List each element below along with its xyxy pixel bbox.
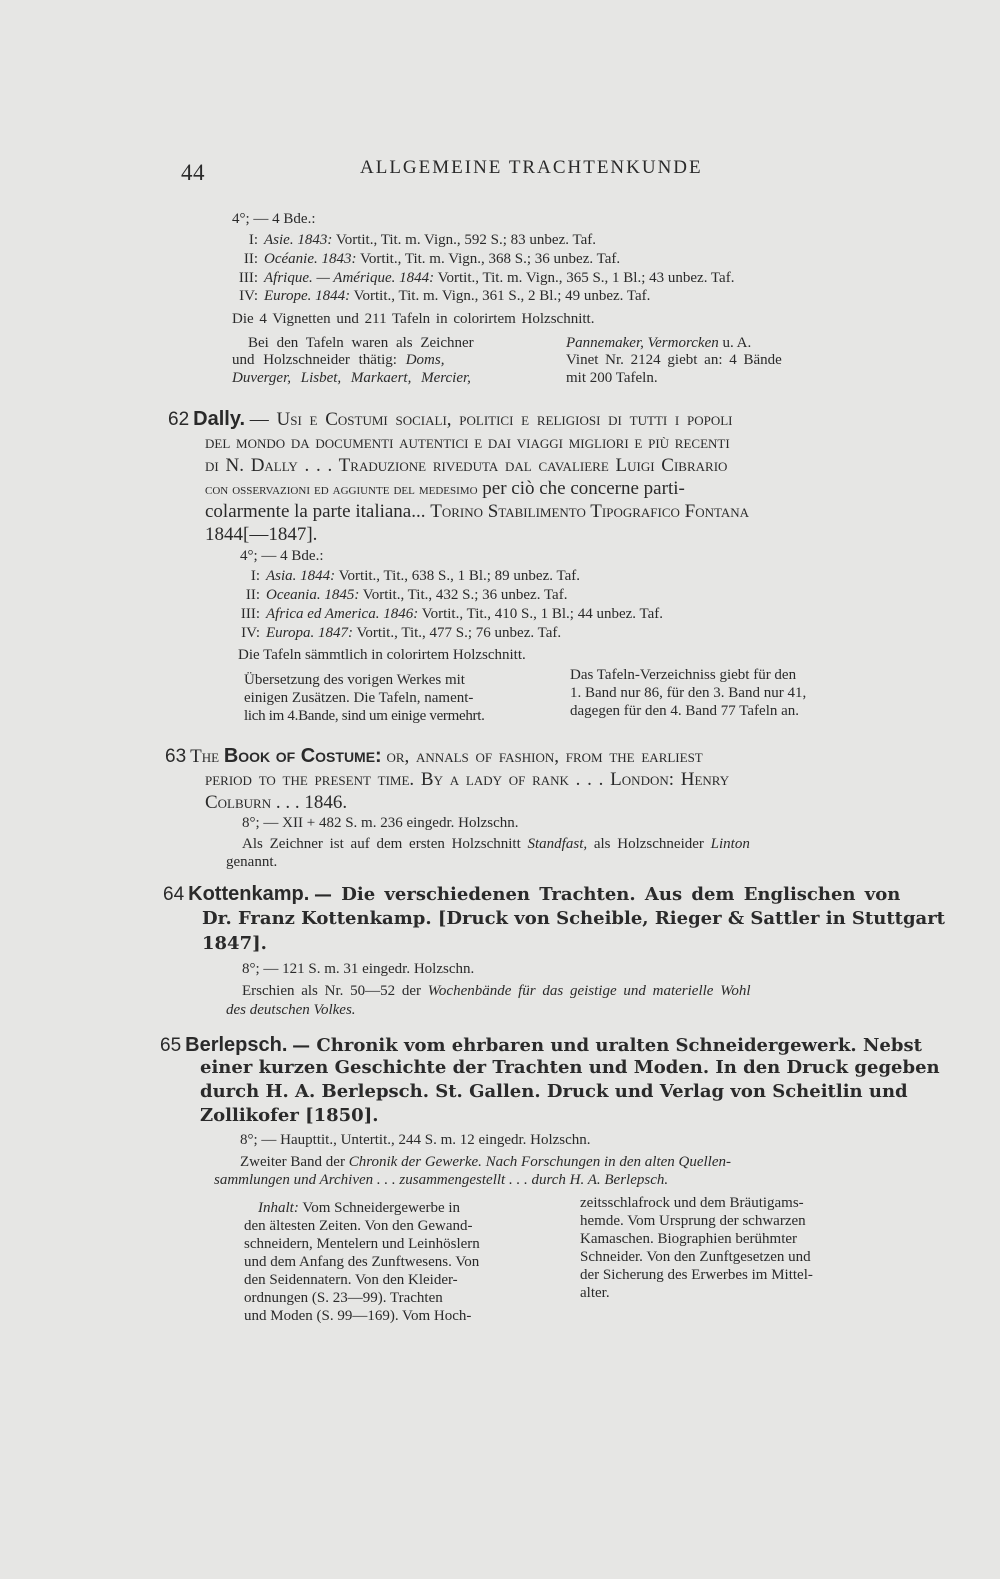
entry-65-title-line: einer kurzen Geschichte der Trachten und Moden. In den Druck gegeben bbox=[200, 1057, 940, 1078]
note-line: Erschien als Nr. 50—52 der Wochenbände für das geistige und materielle Wohl bbox=[242, 983, 751, 999]
note-right-column: der Sicherung des Erwerbes im Mittel- bbox=[580, 1267, 813, 1283]
note-right-column: 1. Band nur 86, für den 3. Band nur 41, bbox=[570, 685, 807, 701]
note-left-column: schneidern, Mentelern und Leinhöslern bbox=[244, 1236, 480, 1252]
note-left-column: den ältesten Zeiten. Von den Gewand- bbox=[244, 1218, 473, 1234]
volume-line: II: Oceania. 1845: Vortit., Tit., 432 S.; 36 unbez. Taf. bbox=[245, 587, 568, 603]
note-left-column: und dem Anfang des Zunftwesens. Von bbox=[244, 1254, 480, 1270]
format-line: 8°; — Haupttit., Untertit., 244 S. m. 12 eingedr. Holzschn. bbox=[240, 1132, 591, 1148]
format-line: 4°; — 4 Bde.: bbox=[240, 548, 324, 564]
entry-64-title-line: Dr. Franz Kottenkamp. [Druck von Scheible, Rieger & Sattler in Stuttgart bbox=[202, 908, 945, 929]
note-right-column: dagegen für den 4. Band 77 Tafeln an. bbox=[570, 703, 800, 719]
note-left-column: ordnungen (S. 23—99). Trachten bbox=[244, 1290, 443, 1306]
note-line: des deutschen Volkes. bbox=[226, 1002, 356, 1018]
entry-63-heading: 63 The Book of Costume: or, annals of fashion, from the earliest bbox=[165, 745, 703, 767]
volume-line: III: Africa ed America. 1846: Vortit., Tit., 410 S., 1 Bl.; 44 unbez. Taf. bbox=[240, 606, 664, 622]
note-right-column: Vinet Nr. 2124 giebt an: 4 Bände bbox=[566, 352, 782, 368]
entry-65-title-line: Zollikofer [1850]. bbox=[200, 1105, 379, 1126]
note-line: sammlungen und Archiven . . . zusammengestellt . . . durch H. A. Berlepsch. bbox=[214, 1172, 669, 1188]
note-left-column: Inhalt: Vom Schneidergewerbe in bbox=[258, 1200, 461, 1216]
running-title: ALLGEMEINE TRACHTENKUNDE bbox=[360, 157, 703, 178]
note-left-column: den Seidennatern. Von den Kleider- bbox=[244, 1272, 458, 1288]
note-right-column: Schneider. Von den Zunftgesetzen und bbox=[580, 1249, 811, 1265]
note-line: Die 4 Vignetten und 211 Tafeln in colorirtem Holzschnitt. bbox=[232, 311, 595, 327]
note-right-column: hemde. Vom Ursprung der schwarzen bbox=[580, 1213, 806, 1229]
volume-line: IV: Europa. 1847: Vortit., Tit., 477 S.; 76 unbez. Taf. bbox=[241, 625, 562, 641]
note-right-column: mit 200 Tafeln. bbox=[566, 370, 658, 386]
volume-line: IV: Europe. 1844: Vortit., Tit. m. Vign., 361 S., 2 Bl.; 49 unbez. Taf. bbox=[239, 288, 651, 304]
volume-line: III: Afrique. — Amérique. 1844: Vortit., Tit. m. Vign., 365 S., 1 Bl.; 43 unbez. Taf. bbox=[238, 270, 735, 286]
entry-62-heading: 62 Dally. — Usi e Costumi sociali, politici e religiosi di tutti i popoli bbox=[168, 408, 733, 430]
note-right-column: Pannemaker, Vermorcken u. A. bbox=[566, 335, 752, 351]
volume-line: I: Asia. 1844: Vortit., Tit., 638 S., 1 Bl.; 89 unbez. Taf. bbox=[250, 568, 580, 584]
entry-65-heading: 65 Berlepsch. — Chronik vom ehrbaren und uralten Schneidergewerk. Nebst bbox=[160, 1034, 922, 1056]
note-line: genannt. bbox=[226, 854, 278, 870]
note-right-column: zeitsschlafrock und dem Bräutigams- bbox=[580, 1195, 804, 1211]
entry-64-heading: 64 Kottenkamp. — Die verschiedenen Trachten. Aus dem Englischen von bbox=[163, 883, 901, 905]
note-left-column: Bei den Tafeln waren als Zeichner bbox=[248, 335, 474, 351]
format-line: 8°; — 121 S. m. 31 eingedr. Holzschn. bbox=[242, 961, 475, 977]
note-left-column: einigen Zusätzen. Die Tafeln, nament- bbox=[244, 690, 474, 706]
note-line: Zweiter Band der Chronik der Gewerke. Nach Forschungen in den alten Quellen- bbox=[240, 1154, 732, 1170]
entry-65-title-line: durch H. A. Berlepsch. St. Gallen. Druck und Verlag von Scheitlin und bbox=[200, 1081, 908, 1102]
note-right-column: Kamaschen. Biographien berühmter bbox=[580, 1231, 798, 1247]
note-left-column: und Moden (S. 99—169). Vom Hoch- bbox=[244, 1308, 472, 1324]
entry-64-title-line: 1847]. bbox=[202, 933, 267, 954]
entry-62-title-line: colarmente la parte italiana... Torino Stabilimento Tipografico Fontana bbox=[205, 501, 750, 522]
note-left-column: Duverger, Lisbet, Markaert, Mercier, bbox=[232, 370, 471, 386]
entry-62-title-line: di N. Dally . . . Traduzione riveduta dal cavaliere Luigi Cibrario bbox=[205, 455, 728, 476]
note-left-column: Übersetzung des vorigen Werkes mit bbox=[244, 672, 465, 688]
note-right-column: alter. bbox=[580, 1285, 610, 1301]
entry-63-title-line: period to the present time. By a lady of rank . . . London: Henry bbox=[205, 769, 730, 790]
note-line: Als Zeichner ist auf dem ersten Holzschnitt Standfast, als Holzschneider Linton bbox=[242, 836, 750, 852]
note-right-column: Das Tafeln-Verzeichniss giebt für den bbox=[570, 667, 797, 683]
page-number: 44 bbox=[181, 160, 205, 185]
entry-62-title-line: del mondo da documenti autentici e dai viaggi migliori e più recenti bbox=[205, 432, 730, 453]
note-line: Die Tafeln sämmtlich in colorirtem Holzschnitt. bbox=[238, 647, 526, 663]
volume-line: II: Océanie. 1843: Vortit., Tit. m. Vign., 368 S.; 36 unbez. Taf. bbox=[243, 251, 621, 267]
note-left-column: und Holzschneider thätig: Doms, bbox=[232, 352, 445, 368]
note-left-column: lich im 4.Bande, sind um einige vermehrt. bbox=[244, 708, 485, 724]
format-line: 4°; — 4 Bde.: bbox=[232, 211, 316, 227]
volume-line: I: Asie. 1843: Vortit., Tit. m. Vign., 592 S.; 83 unbez. Taf. bbox=[248, 232, 596, 248]
entry-62-title-line: 1844[—1847]. bbox=[205, 524, 318, 545]
entry-63-title-line: Colburn . . . 1846. bbox=[205, 792, 348, 813]
entry-62-title-line: con osservazioni ed aggiunte del medesimo per ciò che concerne parti- bbox=[205, 478, 685, 499]
format-line: 8°; — XII + 482 S. m. 236 eingedr. Holzschn. bbox=[242, 815, 519, 831]
